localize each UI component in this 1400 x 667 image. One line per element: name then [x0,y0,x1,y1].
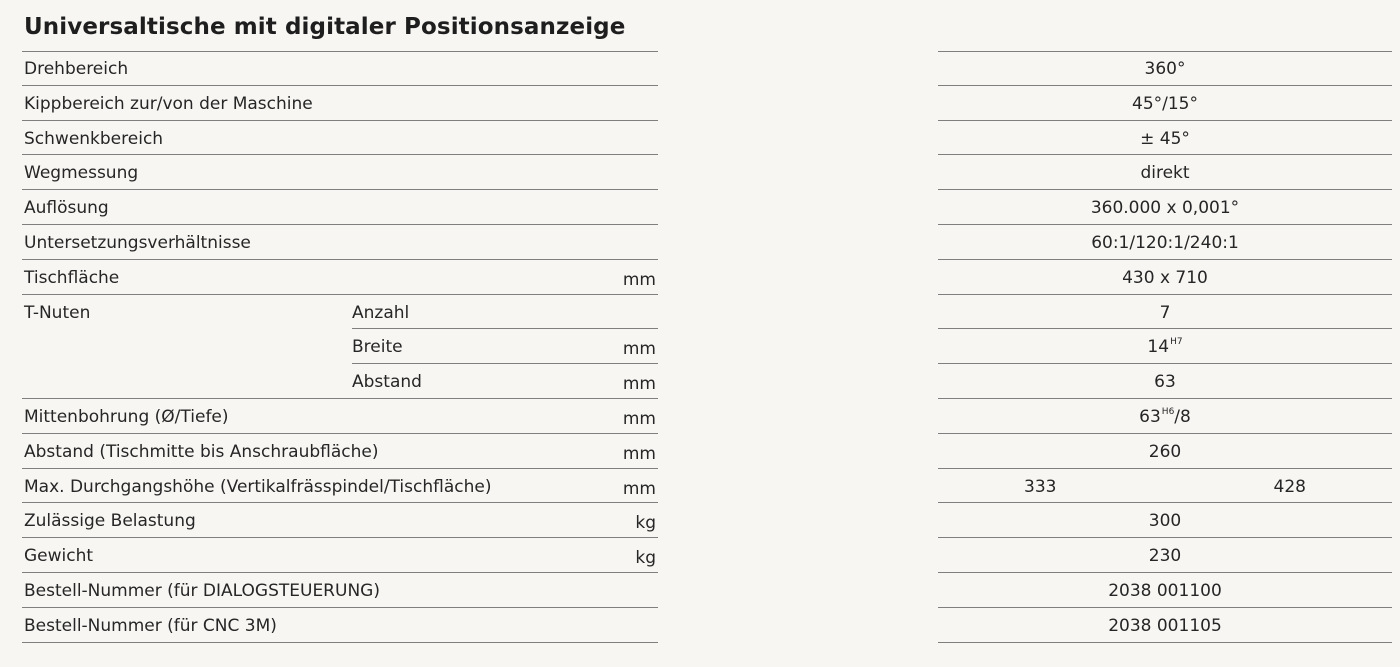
spec-row-durchgangshoehe [22,469,658,504]
spec-row-t-nuten-abstand [22,364,658,399]
spec-row-kippbereich [22,86,658,121]
value-row [938,399,1392,434]
spec-unit: kg [635,548,656,569]
spec-row-gewicht [22,538,658,573]
spec-row-schwenkbereich [22,121,658,156]
value-row [938,469,1392,504]
value-row [938,608,1392,643]
value-row [938,295,1392,330]
spec-row-mittenbohrung [22,399,658,434]
spec-value: 230 [1148,546,1182,567]
spec-unit: mm [622,408,656,429]
spec-unit: mm [622,339,656,360]
value-main: 63 [1139,406,1161,427]
spec-row-wegmessung [22,155,658,190]
spec-label: Gewicht [24,546,94,567]
spec-label: T-Nuten [24,302,91,323]
spec-row-abstand [22,434,658,469]
spec-value: direkt [1140,163,1190,184]
value-row [938,225,1392,260]
value-row [938,260,1392,295]
spec-unit: mm [622,269,656,290]
spec-label: Bestell-Nummer (für DIALOGSTEUERUNG) [24,580,380,601]
spec-unit: kg [635,513,656,534]
spec-value-right: 428 [1273,476,1306,497]
spec-label: Abstand (Tischmitte bis Anschraubfläche) [24,441,379,462]
spec-values-column [938,51,1392,643]
value-row [938,155,1392,190]
spec-label: Wegmessung [24,163,139,184]
value-row [938,573,1392,608]
spec-row-untersetzung [22,225,658,260]
spec-value: 430 x 710 [1122,267,1208,288]
spec-value: 2038 001100 [1108,580,1222,601]
spec-label: Zulässige Belastung [24,511,196,532]
spec-value: 360.000 x 0,001° [1090,198,1240,219]
spec-value-left: 333 [1024,476,1057,497]
spec-value: 7 [1159,302,1171,323]
value-tolerance: H6 [1161,406,1175,417]
spec-value: 63 [1154,372,1176,393]
spec-value: 2038 001105 [1108,615,1222,636]
spec-label: Kippbereich zur/von der Maschine [24,93,313,114]
value-tolerance: H7 [1170,337,1183,348]
spec-value: 300 [1148,511,1182,532]
spec-row-aufloesung [22,190,658,225]
value-row [938,121,1392,156]
value-row [938,503,1392,538]
value-row [938,190,1392,225]
spec-sublabel: Anzahl [352,302,410,323]
spec-unit: mm [622,443,656,464]
value-row [938,86,1392,121]
spec-value: 60:1/120:1/240:1 [1091,232,1239,253]
value-row [938,364,1392,399]
spec-value [938,407,1392,427]
spec-unit: mm [622,374,656,395]
value-suffix: /8 [1174,406,1191,427]
spec-value: ± 45° [1140,128,1190,149]
spec-label: Drehbereich [24,59,129,79]
spec-label: Max. Durchgangshöhe (Vertikalfrässpindel/Tischfläche) [24,476,492,497]
divider [938,642,1392,643]
spec-row-t-nuten-breite [22,329,658,364]
spec-row-t-nuten-anzahl [22,295,658,330]
spec-label: Schwenkbereich [24,128,164,149]
spec-value: 260 [1148,441,1182,462]
spec-row-drehbereich [22,51,658,86]
value-row [938,434,1392,469]
divider [22,642,658,643]
spec-row-bestellnr-dialog [22,573,658,608]
page-title: Universaltische mit digitaler Positionsanzeige [24,14,626,40]
spec-row-bestellnr-cnc [22,608,658,643]
spec-label: Auflösung [24,198,109,219]
spec-label: Bestell-Nummer (für CNC 3M) [24,615,277,636]
spec-sublabel: Abstand [352,372,422,393]
spec-unit: mm [622,478,656,499]
spec-row-tischflaeche [22,260,658,295]
value-row [938,329,1392,364]
spec-label: Untersetzungsverhältnisse [24,232,251,253]
value-main: 14 [1147,337,1170,358]
spec-sublabel: Breite [352,337,403,358]
spec-labels-column [22,51,658,643]
spec-value: 360° [1144,59,1186,79]
spec-value [938,337,1392,357]
value-row [938,538,1392,573]
spec-label: Mittenbohrung (Ø/Tiefe) [24,406,229,427]
spec-label: Tischfläche [24,267,120,288]
value-row [938,51,1392,86]
spec-value: 45°/15° [1132,93,1198,114]
spec-row-belastung [22,503,658,538]
